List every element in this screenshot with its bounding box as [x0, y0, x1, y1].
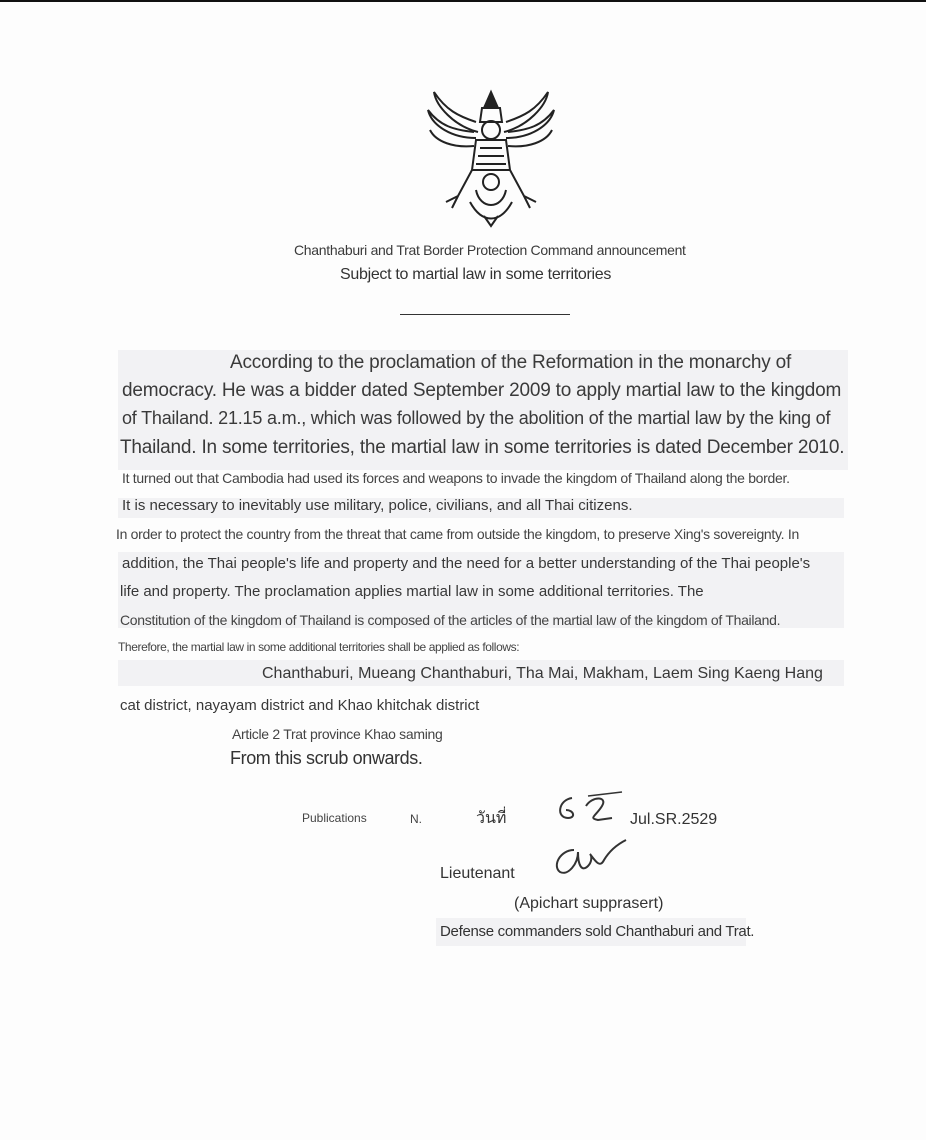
closing-line: From this scrub onwards. — [230, 748, 423, 768]
body-line: cat district, nayayam district and Khao khitchak district — [120, 697, 480, 714]
publications-label: Publications — [302, 811, 367, 825]
body-line: life and property. The proclamation applies martial law in some additional territories. The — [120, 583, 704, 600]
signatory-name: (Apichart supprasert) — [514, 895, 664, 912]
body-line: Therefore, the martial law in some additional territories shall be applied as follows: — [118, 640, 520, 654]
body-line: It turned out that Cambodia had used its forces and weapons to invade the kingdom of Thailand along the border. — [122, 470, 790, 486]
article-line: Article 2 Trat province Khao saming — [232, 726, 443, 742]
garuda-emblem-icon — [424, 86, 558, 228]
rank-label: Lieutenant — [440, 865, 515, 882]
date-value: Jul.SR.2529 — [630, 811, 718, 828]
body-line: Constitution of the kingdom of Thailand is composed of the articles of the martial law of the kingdom of Thailand. — [120, 612, 781, 628]
body-line: In order to protect the country from the threat that came from outside the kingdom, to preserve Xing's sovereignty. In — [116, 526, 799, 542]
body-line: According to the proclamation of the Reformation in the monarchy of — [230, 352, 792, 373]
announcement-heading: Chanthaburi and Trat Border Protection Command announcement — [294, 242, 686, 258]
body-line: It is necessary to inevitably use military, police, civilians, and all Thai citizens. — [122, 497, 633, 514]
handwritten-signature — [548, 836, 632, 884]
body-line: addition, the Thai people's life and property and the need for a better understanding of the Thai people's — [122, 555, 811, 572]
top-border — [0, 0, 926, 2]
heading-divider — [400, 314, 570, 315]
subject-heading: Subject to martial law in some territories — [340, 266, 612, 283]
handwritten-date-mark — [552, 790, 628, 830]
date-thai-label: วันที่ — [476, 808, 507, 827]
n-label: N. — [410, 812, 422, 826]
body-line: of Thailand. 21.15 a.m., which was followed by the abolition of the martial law by the king of — [122, 408, 831, 428]
signatory-title: Defense commanders sold Chanthaburi and Trat. — [440, 923, 755, 940]
body-line: Thailand. In some territories, the martial law in some territories is dated December 2010. — [120, 437, 845, 458]
body-line: democracy. He was a bidder dated September 2009 to apply martial law to the kingdom — [122, 380, 842, 401]
body-line: Chanthaburi, Mueang Chanthaburi, Tha Mai, Makham, Laem Sing Kaeng Hang — [262, 665, 823, 682]
